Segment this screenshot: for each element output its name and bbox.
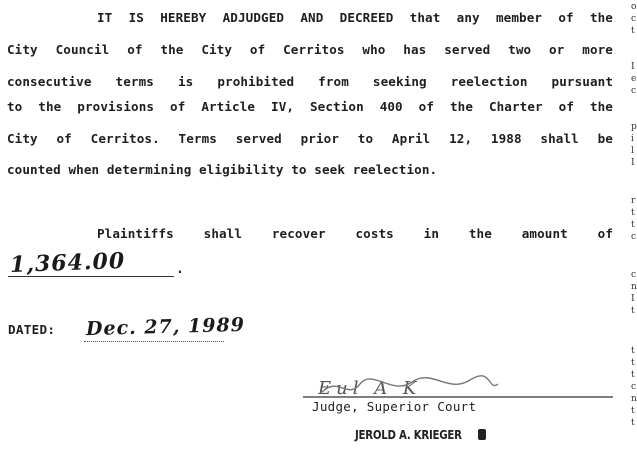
margin-char: I [631, 294, 635, 304]
paragraph-1-line-5: City of Cerritos. Terms served prior to April 12, 1988 shall be [7, 131, 613, 146]
margin-char: t [631, 306, 635, 316]
margin-char: c [631, 14, 637, 24]
margin-char: e [631, 74, 637, 84]
judge-signature: Eul A K [318, 378, 422, 399]
margin-char: o [631, 2, 637, 12]
judge-name-stamp: JEROLD A. KRIEGER [355, 428, 462, 442]
margin-char: n [631, 394, 637, 404]
margin-char: c [631, 382, 637, 392]
adjacent-page-fragment [631, 0, 635, 465]
costs-amount-handwritten: 1,364.00 [9, 247, 126, 279]
margin-char: I [631, 158, 635, 168]
paragraph-1-line-2: City Council of the City of Cerritos who has served two or more [7, 42, 613, 57]
margin-char: I [631, 62, 635, 72]
margin-char: t [631, 26, 635, 36]
stamp-mark [478, 429, 486, 440]
margin-char: t [631, 220, 635, 230]
margin-char: r [631, 196, 636, 206]
costs-line: Plaintiffs shall recover costs in the amount of [97, 226, 613, 241]
dated-value-handwritten: Dec. 27, 1989 [85, 313, 246, 341]
margin-char: t [631, 358, 635, 368]
margin-char: n [631, 282, 637, 292]
margin-char: i [631, 134, 634, 144]
margin-char: l [631, 146, 634, 156]
paragraph-1-line-6: counted when determining eligibility to seek reelection. [7, 162, 438, 177]
margin-char: p [631, 122, 637, 132]
margin-char: t [631, 418, 635, 428]
paragraph-1-line-3: consecutive terms is prohibited from seeking reelection pursuant [7, 74, 613, 89]
margin-char: c [631, 86, 637, 96]
amount-period: . [176, 262, 184, 277]
margin-char: t [631, 370, 635, 380]
paragraph-1-line-4: to the provisions of Article IV, Section 400 of the Charter of the [7, 99, 613, 114]
margin-char: t [631, 208, 635, 218]
margin-char: c [631, 270, 637, 280]
margin-char: t [631, 406, 635, 416]
margin-char: t [631, 346, 635, 356]
judge-title: Judge, Superior Court [312, 399, 477, 414]
paragraph-1-line-1: IT IS HEREBY ADJUDGED AND DECREED that any member of the [97, 10, 613, 25]
dated-label: DATED: [8, 322, 56, 337]
margin-char: c [631, 232, 637, 242]
